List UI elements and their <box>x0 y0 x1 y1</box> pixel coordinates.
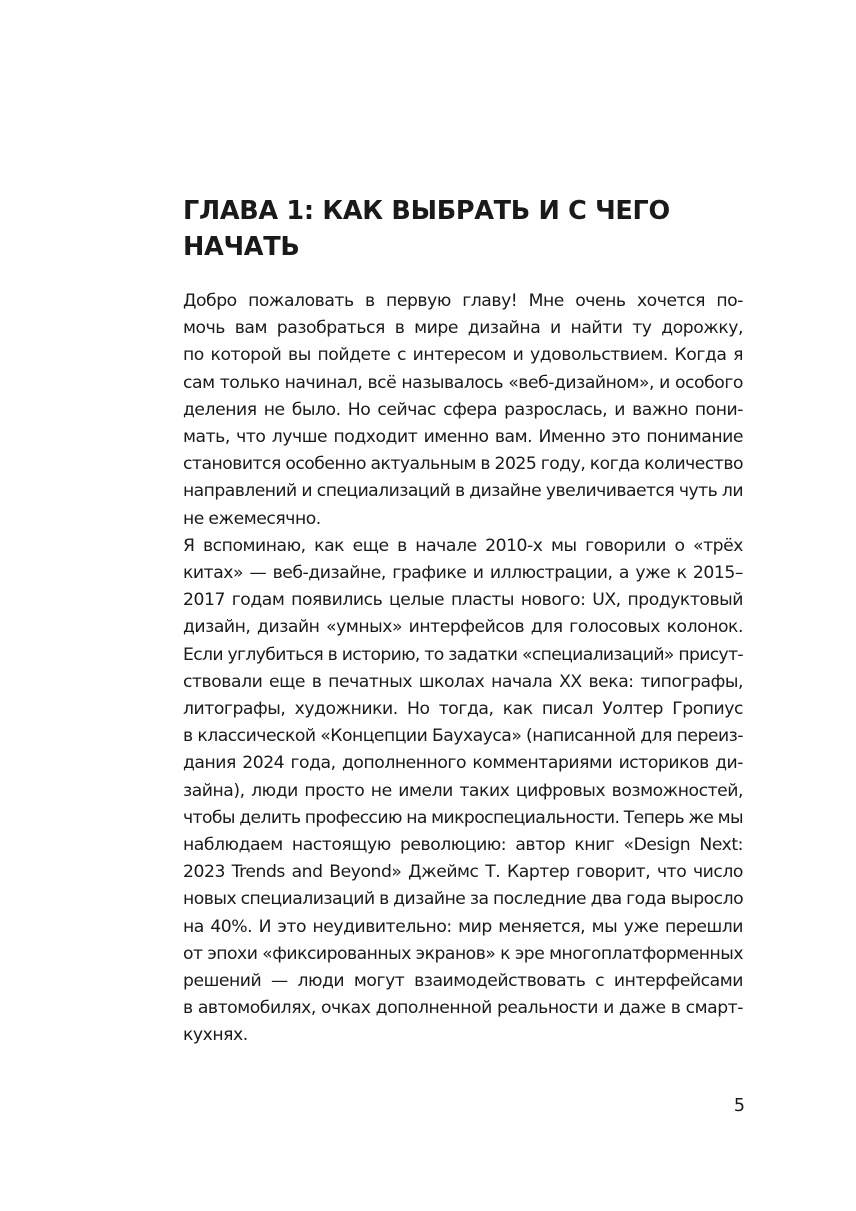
paragraph-line: зайна), люди просто не имели таких цифровых возможностей, <box>183 780 743 801</box>
chapter-title <box>183 193 743 265</box>
paragraph-line: решений — люди могут взаимодействовать с интерфейсами <box>183 971 743 992</box>
paragraph-line: сам только начинал, всё называлось «веб-дизайном», и особого <box>183 372 743 393</box>
paragraph-line: китах» — веб-дизайне, графике и иллюстрации, а уже к 2015– <box>183 563 743 584</box>
paragraph-line: чтобы делить профессию на микроспециальности. Теперь же мы <box>183 807 743 828</box>
paragraph-line: ствовали еще в печатных школах начала XX века: типографы, <box>183 671 743 692</box>
paragraph-line: по которой вы пойдете с интересом и удовольствием. Когда я <box>183 345 743 366</box>
paragraph-line: наблюдаем настоящую революцию: автор книг «Design Next: <box>183 835 743 856</box>
paragraph-line: Добро пожаловать в первую главу! Мне очень хочется по- <box>183 291 743 311</box>
chapter-body <box>183 288 743 1050</box>
paragraph-line: новых специализаций в дизайне за последние два года выросло <box>183 889 744 910</box>
paragraph-line: дизайн, дизайн «умных» интерфейсов для голосовых колонок. <box>183 617 743 638</box>
paragraph-line: в классической «Концепции Баухауса» (написанной для переиз- <box>183 726 743 747</box>
paragraph-line: дания 2024 года, дополненного комментариями историков ди- <box>183 753 743 774</box>
paragraph-line: деления не было. Но сейчас сфера разрослась, и важно пони- <box>183 399 743 420</box>
paragraph-line: на 40%. И это неудивительно: мир меняется, мы уже перешли <box>183 916 743 937</box>
paragraph-line: мочь вам разобраться в мире дизайна и найти ту дорожку, <box>183 318 743 339</box>
chapter-title-line-1: ГЛАВА 1: КАК ВЫБРАТЬ И С ЧЕГО <box>183 196 670 226</box>
chapter-title-line-2: НАЧАТЬ <box>183 232 300 262</box>
paragraph-line: становится особенно актуальным в 2025 году, когда количество <box>183 454 743 475</box>
paragraph-line: 2017 годам появились целые пласты нового: UX, продуктовый <box>183 590 743 611</box>
paragraph-line: мать, что лучше подходит именно вам. Именно это понимание <box>183 427 743 448</box>
paragraph-line: литографы, художники. Но тогда, как писал Уолтер Гропиус <box>183 699 743 720</box>
paragraph-line: 2023 Trends and Beyond» Джеймс Т. Картер говорит, что число <box>183 862 743 883</box>
paragraph-line: Если углубиться в историю, то задатки «специализаций» присут- <box>183 644 743 665</box>
paragraph-line: не ежемесячно. <box>183 508 321 529</box>
paragraph-line: от эпохи «фиксированных экранов» к эре многоплатформенных <box>183 943 743 964</box>
paragraph-line: Я вспоминаю, как еще в начале 2010-х мы говорили о «трёх <box>183 535 743 556</box>
page-number: 5 <box>733 1096 745 1116</box>
paragraph <box>183 533 743 1050</box>
paragraph-line: направлений и специализаций в дизайне увеличивается чуть ли <box>183 481 743 502</box>
paragraph <box>183 288 743 533</box>
paragraph-line: в автомобилях, очках дополненной реальности и даже в смарт- <box>183 998 743 1019</box>
paragraph-line: кухнях. <box>183 1025 248 1046</box>
